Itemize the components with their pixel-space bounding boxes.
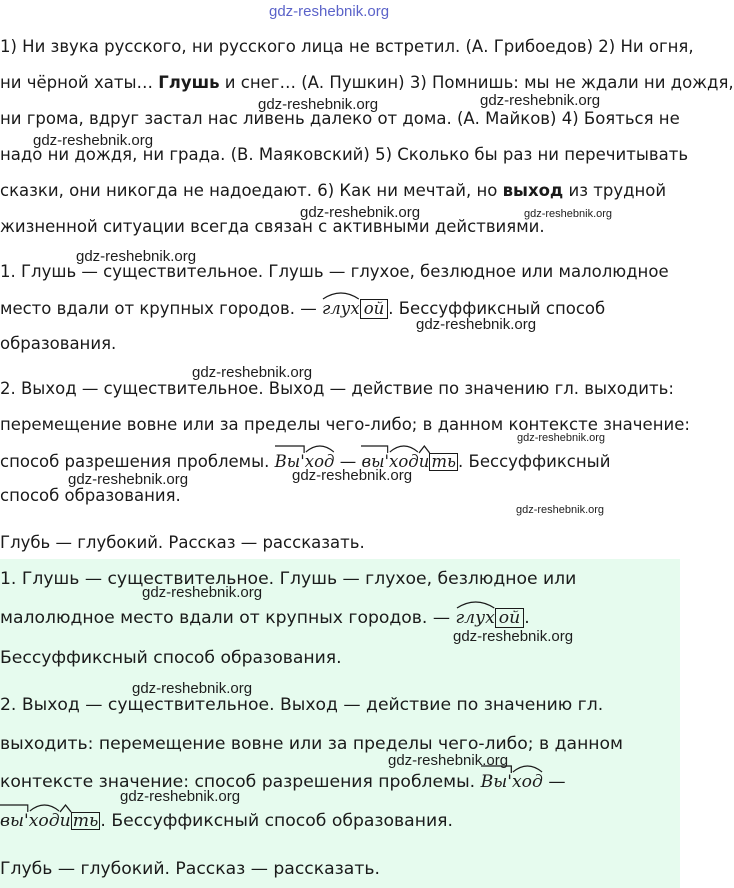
morph-glush-2	[456, 608, 525, 628]
root-mark: ход	[29, 810, 60, 832]
prefix-mark: вы'	[361, 451, 389, 473]
b1-p2-line-3: способ разрешения проблемы. Вы' ход — вы' ход и ть . Бессуффиксный	[0, 451, 610, 473]
watermark: gdz-reshebnik.org	[453, 628, 574, 645]
ending-mark: ть	[431, 452, 457, 471]
b2-p1-line-2: малолюдное место вдали от крупных городов. — глух ой .	[0, 607, 530, 629]
watermark: gdz-reshebnik.org	[480, 92, 601, 109]
watermark: gdz-reshebnik.org	[388, 752, 509, 769]
example-line-5: сказки, они никогда не надоедают. 6) Как ни мечтай, но выход из трудной	[0, 181, 667, 200]
ending-mark: ой	[495, 608, 524, 628]
ending-mark: ой	[360, 299, 389, 319]
watermark: gdz-reshebnik.org	[120, 788, 241, 805]
watermark: gdz-reshebnik.org	[68, 471, 189, 488]
morph-glush	[322, 299, 388, 318]
b2-p2-line-1: 2. Выход — существительное. Выход — действие по значению гл.	[0, 695, 604, 715]
prefix-mark: вы'	[0, 810, 29, 832]
example-line-3: ни грома, вдруг застал нас ливень далеко от дома. (А. Майков) 4) Бояться не	[0, 109, 680, 128]
watermark: gdz-reshebnik.org	[269, 3, 390, 20]
b1-p1-line-3: образования.	[0, 334, 117, 353]
b1-p3: Глубь — глубокий. Рассказ — рассказать.	[0, 533, 365, 552]
example-line-2: ни чёрной хаты… Глушь и снег… (А. Пушкин) 3) Помнишь: мы не ждали ни дождя,	[0, 73, 734, 92]
watermark: gdz-reshebnik.org	[524, 208, 613, 220]
b2-p1-line-3: Бессуффиксный способ образования.	[0, 648, 342, 668]
b1-p2-line-2: перемещение вовне или за пределы чего-либо; в данном контексте значение:	[0, 415, 690, 434]
b1-p2-line-1: 2. Выход — существительное. Выход — действие по значению гл. выходить:	[0, 379, 674, 398]
b1-p1-line-2: место вдали от крупных городов. — глух ой . Бессуффиксный способ	[0, 298, 605, 320]
watermark: gdz-reshebnik.org	[142, 584, 263, 601]
ending-mark: ть	[72, 811, 99, 831]
watermark: gdz-reshebnik.org	[132, 680, 253, 697]
morph-vykhod-2	[481, 772, 543, 792]
b2-p1-line-1: 1. Глушь — существительное. Глушь — глухое, безлюдное или	[0, 569, 577, 589]
highlight-vykhod: выход	[502, 181, 564, 200]
root-mark: глух	[322, 298, 360, 320]
b2-p2-line-2: выходить: перемещение вовне или за пределы чего-либо; в данном	[0, 734, 624, 754]
example-line-6: жизненной ситуации всегда связан с активными действиями.	[0, 217, 545, 236]
watermark: gdz-reshebnik.org	[517, 432, 606, 444]
highlight-glush: Глушь	[158, 73, 220, 92]
morph-vykhodit-2	[0, 811, 100, 831]
b2-p2-line-4: вы' ход и ть . Бессуффиксный способ образования.	[0, 810, 453, 832]
b2-p2-line-3: контексте значение: способ разрешения проблемы. Вы' ход —	[0, 771, 566, 793]
suffix-mark: и	[419, 451, 430, 473]
b1-p1-line-1: 1. Глушь — существительное. Глушь — глухое, безлюдное или малолюдное	[0, 262, 669, 281]
example-line-1: 1) Ни звука русского, ни русского лица не встретил. (А. Грибоедов) 2) Ни огня,	[0, 37, 694, 56]
prefix-mark: Вы'	[275, 451, 305, 473]
b2-p3: Глубь — глубокий. Рассказ — рассказать.	[0, 859, 380, 879]
b1-p2-line-4: способ образования.	[0, 486, 181, 505]
root-mark: глух	[456, 607, 495, 629]
watermark: gdz-reshebnik.org	[416, 316, 537, 333]
root-mark: ход	[389, 451, 419, 473]
watermark: gdz-reshebnik.org	[33, 132, 154, 149]
watermark: gdz-reshebnik.org	[292, 467, 413, 484]
example-line-4: надо ни дождя, ни града. (В. Маяковский) 5) Сколько бы раз ни перечитывать	[0, 145, 689, 164]
prefix-mark: Вы'	[481, 771, 512, 793]
watermark: gdz-reshebnik.org	[300, 204, 421, 221]
watermark: gdz-reshebnik.org	[192, 364, 313, 381]
root-mark: ход	[305, 451, 335, 473]
watermark: gdz-reshebnik.org	[258, 96, 379, 113]
watermark: gdz-reshebnik.org	[76, 248, 197, 265]
root-mark: ход	[512, 771, 543, 793]
watermark: gdz-reshebnik.org	[516, 504, 605, 516]
suffix-mark: и	[60, 810, 71, 832]
